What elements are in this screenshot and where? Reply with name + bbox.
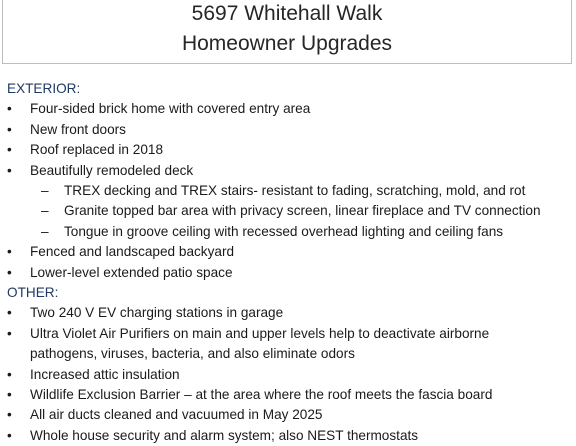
list-item-text: All air ducts cleaned and vacuumed in May 2025: [30, 407, 323, 423]
dash-icon: –: [41, 223, 49, 239]
bullet-icon: •: [7, 387, 12, 403]
bullet-icon: •: [7, 101, 12, 117]
sub-list-item-text: Granite topped bar area with privacy screen, linear fireplace and TV connection: [64, 203, 541, 219]
list-item-text: Fenced and landscaped backyard: [30, 244, 235, 260]
document-title-address: 5697 Whitehall Walk: [191, 2, 383, 25]
list-item: [7, 263, 572, 283]
list-item-text: New front doors: [30, 121, 126, 137]
bullet-icon: •: [7, 121, 12, 137]
bullet-icon: •: [7, 407, 12, 423]
list-item-text: Wildlife Exclusion Barrier – at the area where the roof meets the fascia board: [30, 387, 493, 403]
sub-list-item-text: TREX decking and TREX stairs- resistant to fading, scratching, mold, and rot: [64, 183, 526, 199]
sub-list-item: [7, 201, 572, 221]
bullet-icon: •: [7, 427, 12, 443]
list-item: [7, 303, 572, 323]
list-item-text: Beautifully remodeled deck: [30, 162, 194, 178]
list-item: [7, 120, 572, 140]
section-heading-other: OTHER:: [7, 285, 59, 301]
list-item: [7, 324, 550, 365]
list-item-text: Ultra Violet Air Purifiers on main and upper levels help to deactivate airborne pathogens, viruses, bacteria, and also eliminate odors: [30, 325, 490, 362]
list-item: [7, 99, 572, 119]
list-item: [7, 385, 572, 405]
list-item: [7, 365, 572, 385]
title-box: [2, 0, 572, 64]
list-item-text: Roof replaced in 2018: [30, 142, 164, 158]
bullet-icon: •: [7, 162, 12, 178]
bullet-icon: •: [7, 325, 12, 341]
section-heading-exterior: EXTERIOR:: [7, 81, 81, 96]
sub-list-item: [7, 181, 572, 201]
bullet-icon: •: [7, 366, 12, 382]
list-item-text: Increased attic insulation: [30, 366, 180, 382]
bullet-icon: •: [7, 305, 12, 321]
list-item-text: Four-sided brick home with covered entry area: [30, 101, 311, 117]
sub-list-item-text: Tongue in groove ceiling with recessed overhead lighting and ceiling fans: [64, 223, 504, 239]
list-item: [7, 242, 572, 262]
sub-list-item: [7, 222, 572, 242]
list-item: [7, 161, 572, 181]
list-item-text: Whole house security and alarm system; also NEST thermostats: [30, 427, 419, 443]
bullet-icon: •: [7, 244, 12, 260]
list-item-text: Two 240 V EV charging stations in garage: [30, 305, 284, 321]
dash-icon: –: [41, 203, 49, 219]
document-body: [7, 79, 572, 446]
bullet-icon: •: [7, 264, 12, 280]
dash-icon: –: [41, 183, 49, 199]
list-item: [7, 140, 572, 160]
list-item: [7, 405, 572, 425]
bullet-icon: •: [7, 142, 12, 158]
list-item-text: Lower-level extended patio space: [30, 264, 233, 280]
document-title-subtitle: Homeowner Upgrades: [181, 32, 393, 55]
list-item: [7, 426, 572, 446]
